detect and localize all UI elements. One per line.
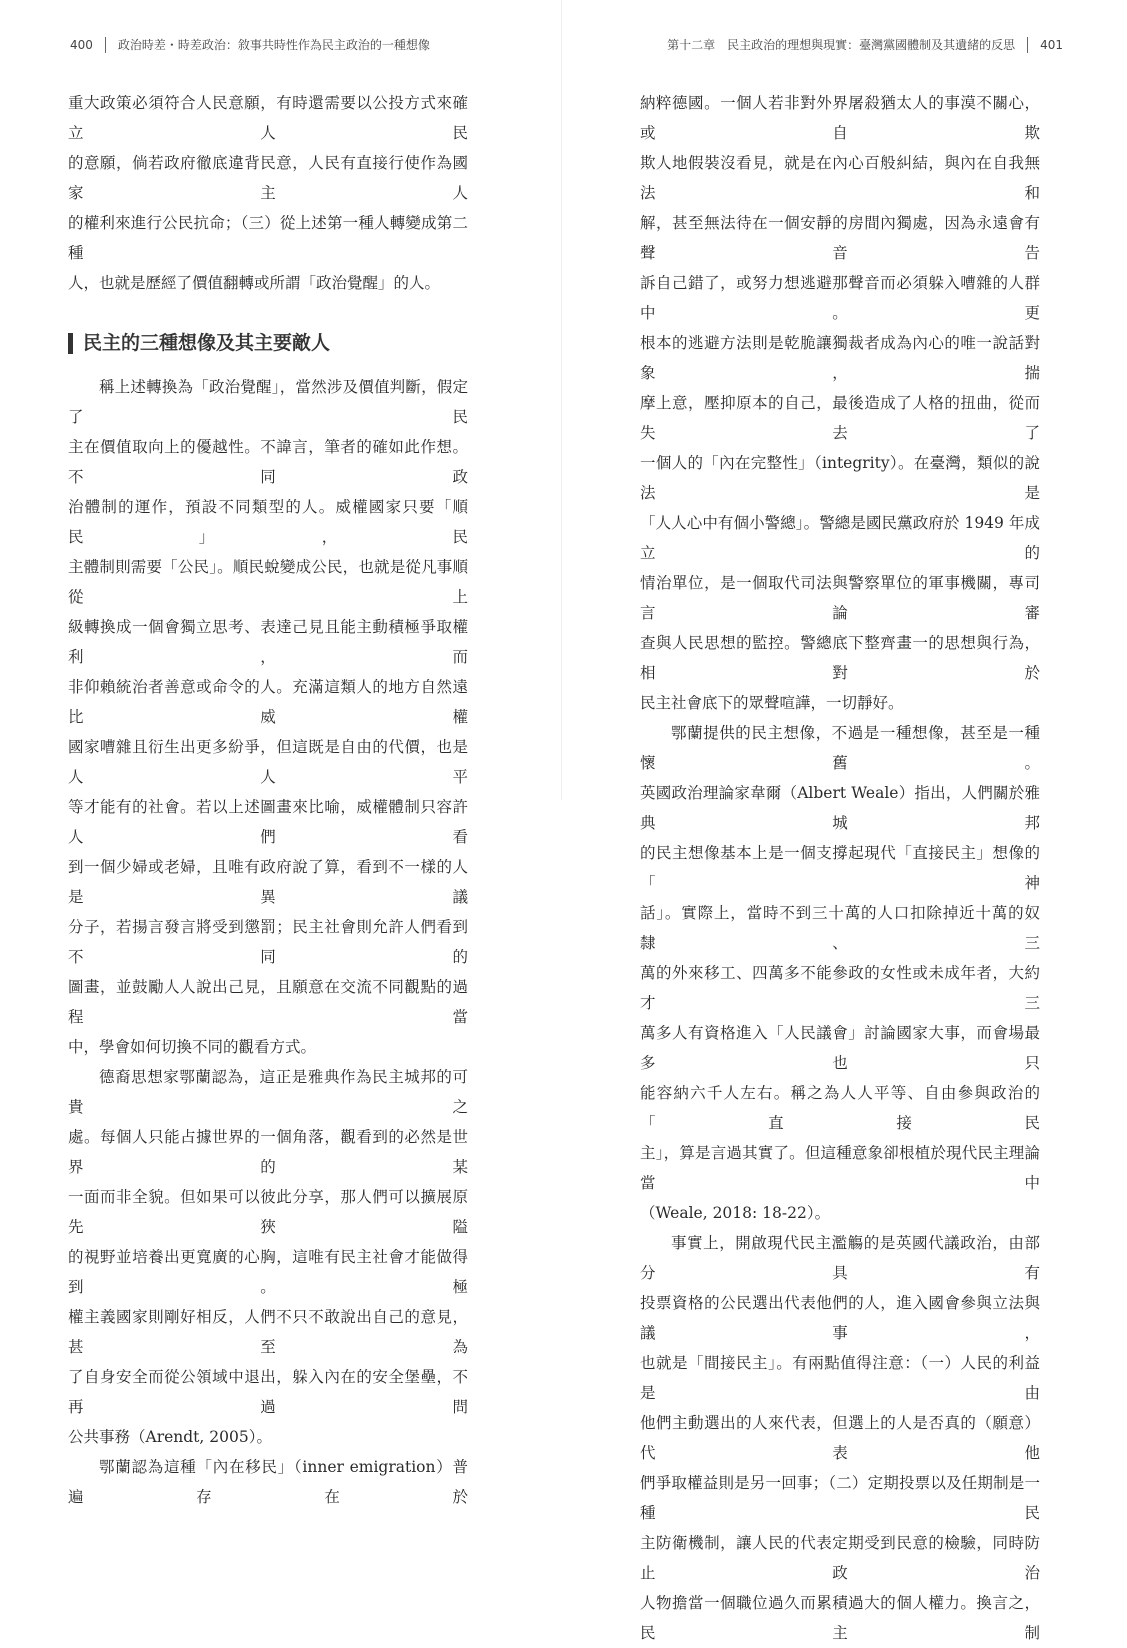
- text-line: 們爭取權益則是另一回事；（二）定期投票以及任期制是一種民: [640, 1474, 1040, 1522]
- section-heading-text: 民主的三種想像及其主要敵人: [83, 332, 331, 354]
- right-page: [563, 0, 1123, 1642]
- text-line: 處。每個人只能占據世界的一個角落，觀看到的必然是世界的某: [68, 1128, 468, 1176]
- text-line: 能容納六千人左右。稱之為人人平等、自由參與政治的「直接民: [640, 1084, 1040, 1132]
- left-page-body: [68, 88, 468, 1512]
- left-page-number: 400: [70, 37, 93, 52]
- text-line: 級轉換成一個會獨立思考、表達己見且能主動積極爭取權利，而: [68, 618, 468, 666]
- text-line: 投票資格的公民選出代表他們的人，進入國會參與立法與議事，: [640, 1294, 1040, 1342]
- paragraph: [640, 88, 1040, 718]
- text-line: 公共事務（Arendt, 2005）。: [68, 1428, 272, 1446]
- text-line: 一面而非全貌。但如果可以彼此分享，那人們可以擴展原先狹隘: [68, 1188, 468, 1236]
- paragraph: [640, 718, 1040, 1228]
- text-line: 查與人民思想的監控。警總底下整齊畫一的思想與行為，相對於: [640, 634, 1040, 682]
- text-line: 欺人地假裝沒看見，就是在內心百般糾結，與內在自我無法和: [640, 154, 1040, 202]
- text-line: 訴自己錯了，或努力想逃避那聲音而必須躲入嘈雜的人群中。更: [640, 274, 1040, 322]
- left-running-title: 政治時差・時差政治：敘事共時性作為民主政治的一種想像: [117, 38, 430, 52]
- paragraph: [640, 1228, 1040, 1648]
- text-line: 萬多人有資格進入「人民議會」討論國家大事，而會場最多也只: [640, 1024, 1040, 1072]
- text-line: 了自身安全而從公領域中退出，躲入內在的安全堡壘，不再過問: [68, 1368, 468, 1416]
- text-line: 的視野並培養出更寬廣的心胸，這唯有民主社會才能做得到。極: [68, 1248, 468, 1296]
- text-line: 中，學會如何切換不同的觀看方式。: [68, 1038, 317, 1056]
- text-line: 主在價值取向上的優越性。不諱言，筆者的確如此作想。不同政: [68, 438, 468, 486]
- text-line: 圖畫，並鼓勵人人說出己見，且願意在交流不同觀點的過程當: [68, 978, 468, 1026]
- heading-bar: [68, 333, 73, 354]
- text-line: 主」，算是言過其實了。但這種意象卻根植於現代民主理論當中: [640, 1144, 1040, 1192]
- text-line: 情治單位，是一個取代司法與警察單位的軍事機關，專司言論審: [640, 574, 1040, 622]
- text-line: 非仰賴統治者善意或命令的人。充滿這類人的地方自然遠比威權: [68, 678, 468, 726]
- text-line: 主體制則需要「公民」。順民蛻變成公民，也就是從凡事順從上: [68, 558, 468, 606]
- text-line: 英國政治理論家韋爾（Albert Weale）指出，人們關於雅典城邦: [640, 784, 1040, 832]
- header-divider: [1027, 37, 1028, 53]
- right-running-title: 第十二章 民主政治的理想與現實：臺灣黨國體制及其遺緒的反思: [667, 38, 1016, 52]
- header-divider: [105, 37, 106, 53]
- text-line: 事實上，開啟現代民主濫觴的是英國代議政治，由部分具有: [640, 1234, 1040, 1282]
- text-line: 等才能有的社會。若以上述圖畫來比喻，威權體制只容許人們看: [68, 798, 468, 846]
- text-line: 解，甚至無法待在一個安靜的房間內獨處，因為永遠會有聲音告: [640, 214, 1040, 262]
- text-line: 人物擔當一個職位過久而累積過大的個人權力。換言之，民主制: [640, 1594, 1040, 1642]
- paragraph: [68, 1452, 468, 1512]
- text-line: 鄂蘭認為這種「內在移民」（inner emigration）普遍存在於: [68, 1458, 468, 1506]
- text-line: 民主社會底下的眾聲喧譁，一切靜好。: [640, 694, 904, 712]
- text-line: 到一個少婦或老婦，且唯有政府說了算，看到不一樣的人是異議: [68, 858, 468, 906]
- text-line: 國家嘈雜且衍生出更多紛爭，但這既是自由的代價，也是人人平: [68, 738, 468, 786]
- text-line: 鄂蘭提供的民主想像，不過是一種想像，甚至是一種懷舊。: [640, 724, 1040, 772]
- text-line: （Weale, 2018: 18-22）。: [640, 1204, 831, 1222]
- text-line: 的權利來進行公民抗命；（三）從上述第一種人轉變成第二種: [68, 214, 468, 262]
- text-line: 他們主動選出的人來代表，但選上的人是否真的（願意）代表他: [640, 1414, 1040, 1462]
- left-page-header: [70, 36, 430, 53]
- text-line: 德裔思想家鄂蘭認為，這正是雅典作為民主城邦的可貴之: [68, 1068, 468, 1116]
- paragraph: [68, 372, 468, 1062]
- section-heading: [68, 328, 468, 358]
- text-line: 的意願，倘若政府徹底違背民意，人民有直接行使作為國家主人: [68, 154, 468, 202]
- text-line: 「人人心中有個小警總」。警總是國民黨政府於 1949 年成立的: [640, 514, 1040, 562]
- paragraph: [68, 88, 468, 298]
- text-line: 根本的逃避方法則是乾脆讓獨裁者成為內心的唯一說話對象，揣: [640, 334, 1040, 382]
- text-line: 納粹德國。一個人若非對外界屠殺猶太人的事漠不關心，或自欺: [640, 94, 1040, 142]
- text-line: 重大政策必須符合人民意願，有時還需要以公投方式來確立人民: [68, 94, 468, 142]
- text-line: 也就是「間接民主」。有兩點值得注意：（一）人民的利益是由: [640, 1354, 1040, 1402]
- text-line: 摩上意，壓抑原本的自己，最後造成了人格的扭曲，從而失去了: [640, 394, 1040, 442]
- right-page-header: [667, 36, 1063, 53]
- text-line: 的民主想像基本上是一個支撐起現代「直接民主」想像的「神: [640, 844, 1040, 892]
- text-line: 治體制的運作，預設不同類型的人。威權國家只要「順民」，民: [68, 498, 468, 546]
- text-line: 稱上述轉換為「政治覺醒」，當然涉及價值判斷，假定了民: [68, 378, 468, 426]
- left-page: [0, 0, 560, 1506]
- paragraph: [68, 1062, 468, 1452]
- text-line: 主防衛機制，讓人民的代表定期受到民意的檢驗，同時防止政治: [640, 1534, 1040, 1582]
- text-line: 萬的外來移工、四萬多不能參政的女性或未成年者，大約才三: [640, 964, 1040, 1012]
- text-line: 人，也就是歷經了價值翻轉或所謂「政治覺醒」的人。: [68, 274, 441, 292]
- right-page-body: [640, 88, 1040, 1648]
- text-line: 權主義國家則剛好相反，人們不只不敢說出自己的意見，甚至為: [68, 1308, 468, 1356]
- text-line: 分子，若揚言發言將受到懲罰；民主社會則允許人們看到不同的: [68, 918, 468, 966]
- right-page-number: 401: [1040, 37, 1063, 52]
- text-line: 一個人的「內在完整性」（integrity）。在臺灣，類似的說法是: [640, 454, 1040, 502]
- text-line: 話」。實際上，當時不到三十萬的人口扣除掉近十萬的奴隸、三: [640, 904, 1040, 952]
- book-gutter: [561, 0, 562, 800]
